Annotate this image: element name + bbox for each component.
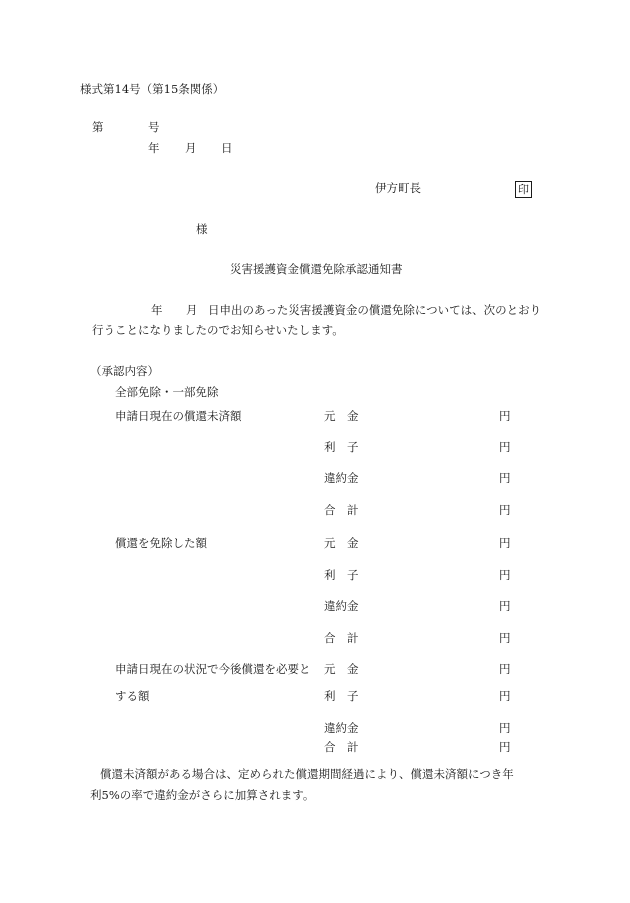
body-line-2: 行うことになりましたのでお知らせいたします。 xyxy=(92,323,344,337)
body-year: 年 xyxy=(151,303,163,317)
recipient-suffix: 様 xyxy=(196,222,208,236)
group-3-item-name: 違約金 xyxy=(324,721,359,735)
group-1-label: 申請日現在の償還未済額 xyxy=(115,409,242,423)
document-title: 災害援護資金償還免除承認通知書 xyxy=(230,262,403,276)
group-1-item-name: 合 計 xyxy=(324,503,359,517)
date-month: 月 xyxy=(185,141,197,155)
group-2-item-unit: 円 xyxy=(499,599,511,613)
group-1-item-unit: 円 xyxy=(499,503,511,517)
group-1-item-name: 違約金 xyxy=(324,471,359,485)
group-3-item-name: 元 金 xyxy=(324,662,359,676)
group-3-item-unit: 円 xyxy=(499,740,511,754)
group-2-item-unit: 円 xyxy=(499,568,511,582)
group-2-item-name: 違約金 xyxy=(324,599,359,613)
group-3-item-unit: 円 xyxy=(499,662,511,676)
body-line-1: 日申出のあった災害援護資金の償還免除については、次のとおり xyxy=(208,303,542,317)
approval-heading: （承認内容） xyxy=(90,364,159,378)
note-line-1: 償還未済額がある場合は、定められた償還期間経過により、償還未済額につき年 xyxy=(100,767,514,781)
group-2-label: 償還を免除した額 xyxy=(115,536,207,550)
group-2-item-name: 合 計 xyxy=(324,631,359,645)
date-year: 年 xyxy=(148,141,160,155)
group-3-label-line-2: する額 xyxy=(115,689,150,703)
group-3-item-unit: 円 xyxy=(499,721,511,735)
note-line-2: 利5%の率で違約金がさらに加算されます。 xyxy=(90,788,315,802)
group-2-item-name: 元 金 xyxy=(324,536,359,550)
seal-mark: 印 xyxy=(515,181,532,198)
issuer-title: 伊方町長 xyxy=(375,181,421,195)
group-3-label-line-1: 申請日現在の状況で今後償還を必要と xyxy=(115,662,311,676)
form-number: 様式第14号（第15条関係） xyxy=(80,82,225,96)
group-1-item-name: 利 子 xyxy=(324,440,359,454)
group-1-item-unit: 円 xyxy=(499,440,511,454)
document-number-suffix: 号 xyxy=(148,120,160,134)
group-1-item-name: 元 金 xyxy=(324,409,359,423)
group-2-item-unit: 円 xyxy=(499,536,511,550)
approval-scope: 全部免除・一部免除 xyxy=(115,385,219,399)
body-month: 月 xyxy=(186,303,198,317)
group-2-item-name: 利 子 xyxy=(324,568,359,582)
group-2-item-unit: 円 xyxy=(499,631,511,645)
group-3-item-name: 利 子 xyxy=(324,689,359,703)
document-number-prefix: 第 xyxy=(92,120,104,134)
group-1-item-unit: 円 xyxy=(499,409,511,423)
group-1-item-unit: 円 xyxy=(499,471,511,485)
date-day: 日 xyxy=(221,141,233,155)
group-3-item-name: 合 計 xyxy=(324,740,359,754)
group-3-item-unit: 円 xyxy=(499,689,511,703)
